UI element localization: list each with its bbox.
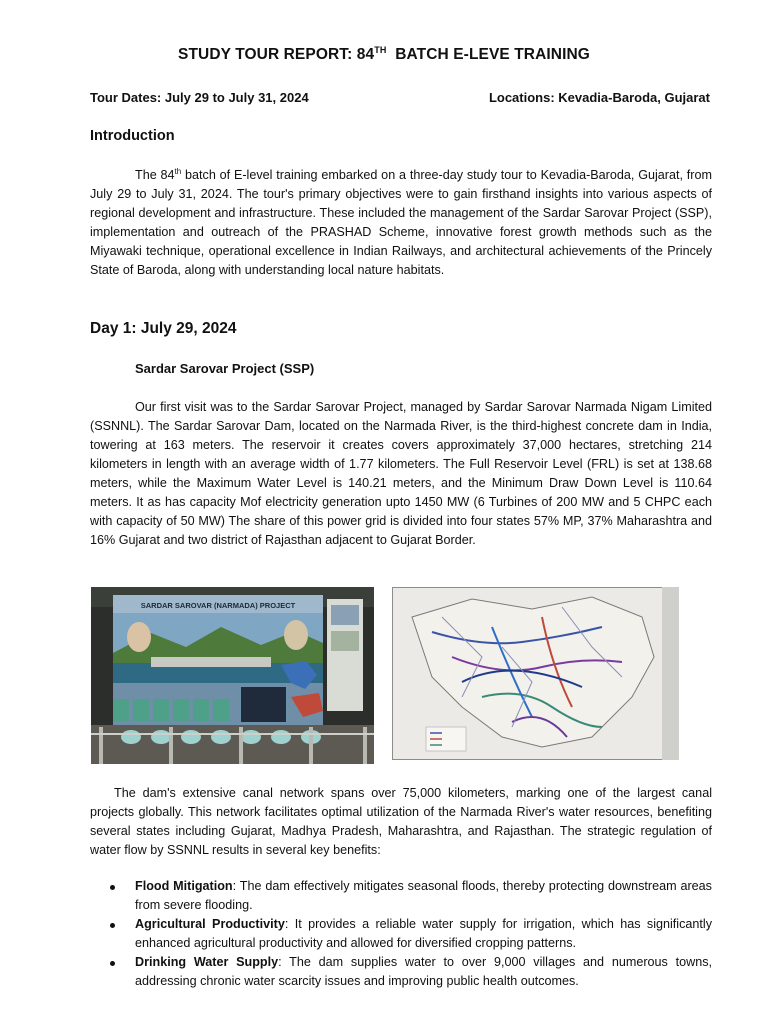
bullet-icon	[110, 961, 115, 966]
canal-network-map-photo	[392, 587, 679, 760]
bullet-icon	[110, 885, 115, 890]
ssp-banner-text: SARDAR SAROVAR (NARMADA) PROJECT	[140, 601, 296, 610]
benefits-list	[90, 877, 712, 991]
list-item: Drinking Water Supply: The dam supplies water to over 9,000 villages and numerous towns, addressing chronic water scarcity issues and improving public health outcomes.	[90, 953, 712, 991]
ssp-paragraph: Our first visit was to the Sardar Sarovar Project, managed by Sardar Sarovar Narmada Nigam Limited (SSNNL). The Sardar Sarovar Dam, located on the Narmada River, is the third-highest concrete dam in India, towering at 163 meters. The reservoir it creates covers approximately 37,000 hectares, stretching 214 kilometers in length with an average width of 1.77 kilometers. The Full Reservoir Level (FRL) is set at 138.68 meters, while the Maximum Water Level is 140.21 meters, and the Minimum Draw Down Level is 110.64 meters. It as has capacity Mof electricity generation upto 1450 MW (6 Turbines of 200 MW and 5 CHPC each with capacity of 50 MW) The share of this power grid is divided into four states 57% MP, 37% Maharashtra and 16% Gujarat and two district of Rajasthan adjacent to Gujarat Border.	[90, 400, 712, 547]
list-item: Flood Mitigation: The dam effectively mitigates seasonal floods, thereby protecting downstream areas from severe flooding.	[90, 877, 712, 915]
tour-dates: Tour Dates: July 29 to July 31, 2024	[90, 90, 309, 105]
introduction-heading: Introduction	[90, 128, 175, 144]
report-title: STUDY TOUR REPORT: 84TH BATCH E-LEVE TRAINING	[178, 44, 590, 63]
list-item: Agricultural Productivity: It provides a reliable water supply for irrigation, which has significantly enhanced agricultural productivity and allowed for diversified cropping patterns.	[90, 915, 712, 953]
bullet-icon	[110, 923, 115, 928]
ssp-subheading: Sardar Sarovar Project (SSP)	[135, 361, 315, 376]
day1-heading: Day 1: July 29, 2024	[90, 320, 237, 337]
tour-locations: Locations: Kevadia-Baroda, Gujarat	[488, 90, 710, 105]
canal-network-paragraph: The dam's extensive canal network spans over 75,000 kilometers, marking one of the largest canal projects globally. This network facilitates optimal utilization of the Narmada River's water resources, benefiting several states including Gujarat, Madhya Pradesh, Maharashtra, and Rajasthan. The strategic regulation of water flow by SSNNL results in several key benefits:	[90, 786, 712, 857]
introduction-paragraph: The 84th batch of E-level training embarked on a three-day study tour to Kevadia-Baroda, Gujarat, from July 29 to July 31, 2024. The tour's primary objectives were to gain firsthand insights into various aspects of regional development and infrastructure. These included the management of the Sardar Sarovar Project (SSP), implementation and outreach of the PRASHAD Scheme, innovative forest growth methods such as the Miyawaki technique, operational excellence in Indian Railways, and architectural achievements of the Princely State of Baroda, along with understanding local nature habitats.	[90, 166, 712, 277]
ssp-model-photo	[91, 587, 374, 764]
tour-meta-row	[90, 90, 710, 105]
